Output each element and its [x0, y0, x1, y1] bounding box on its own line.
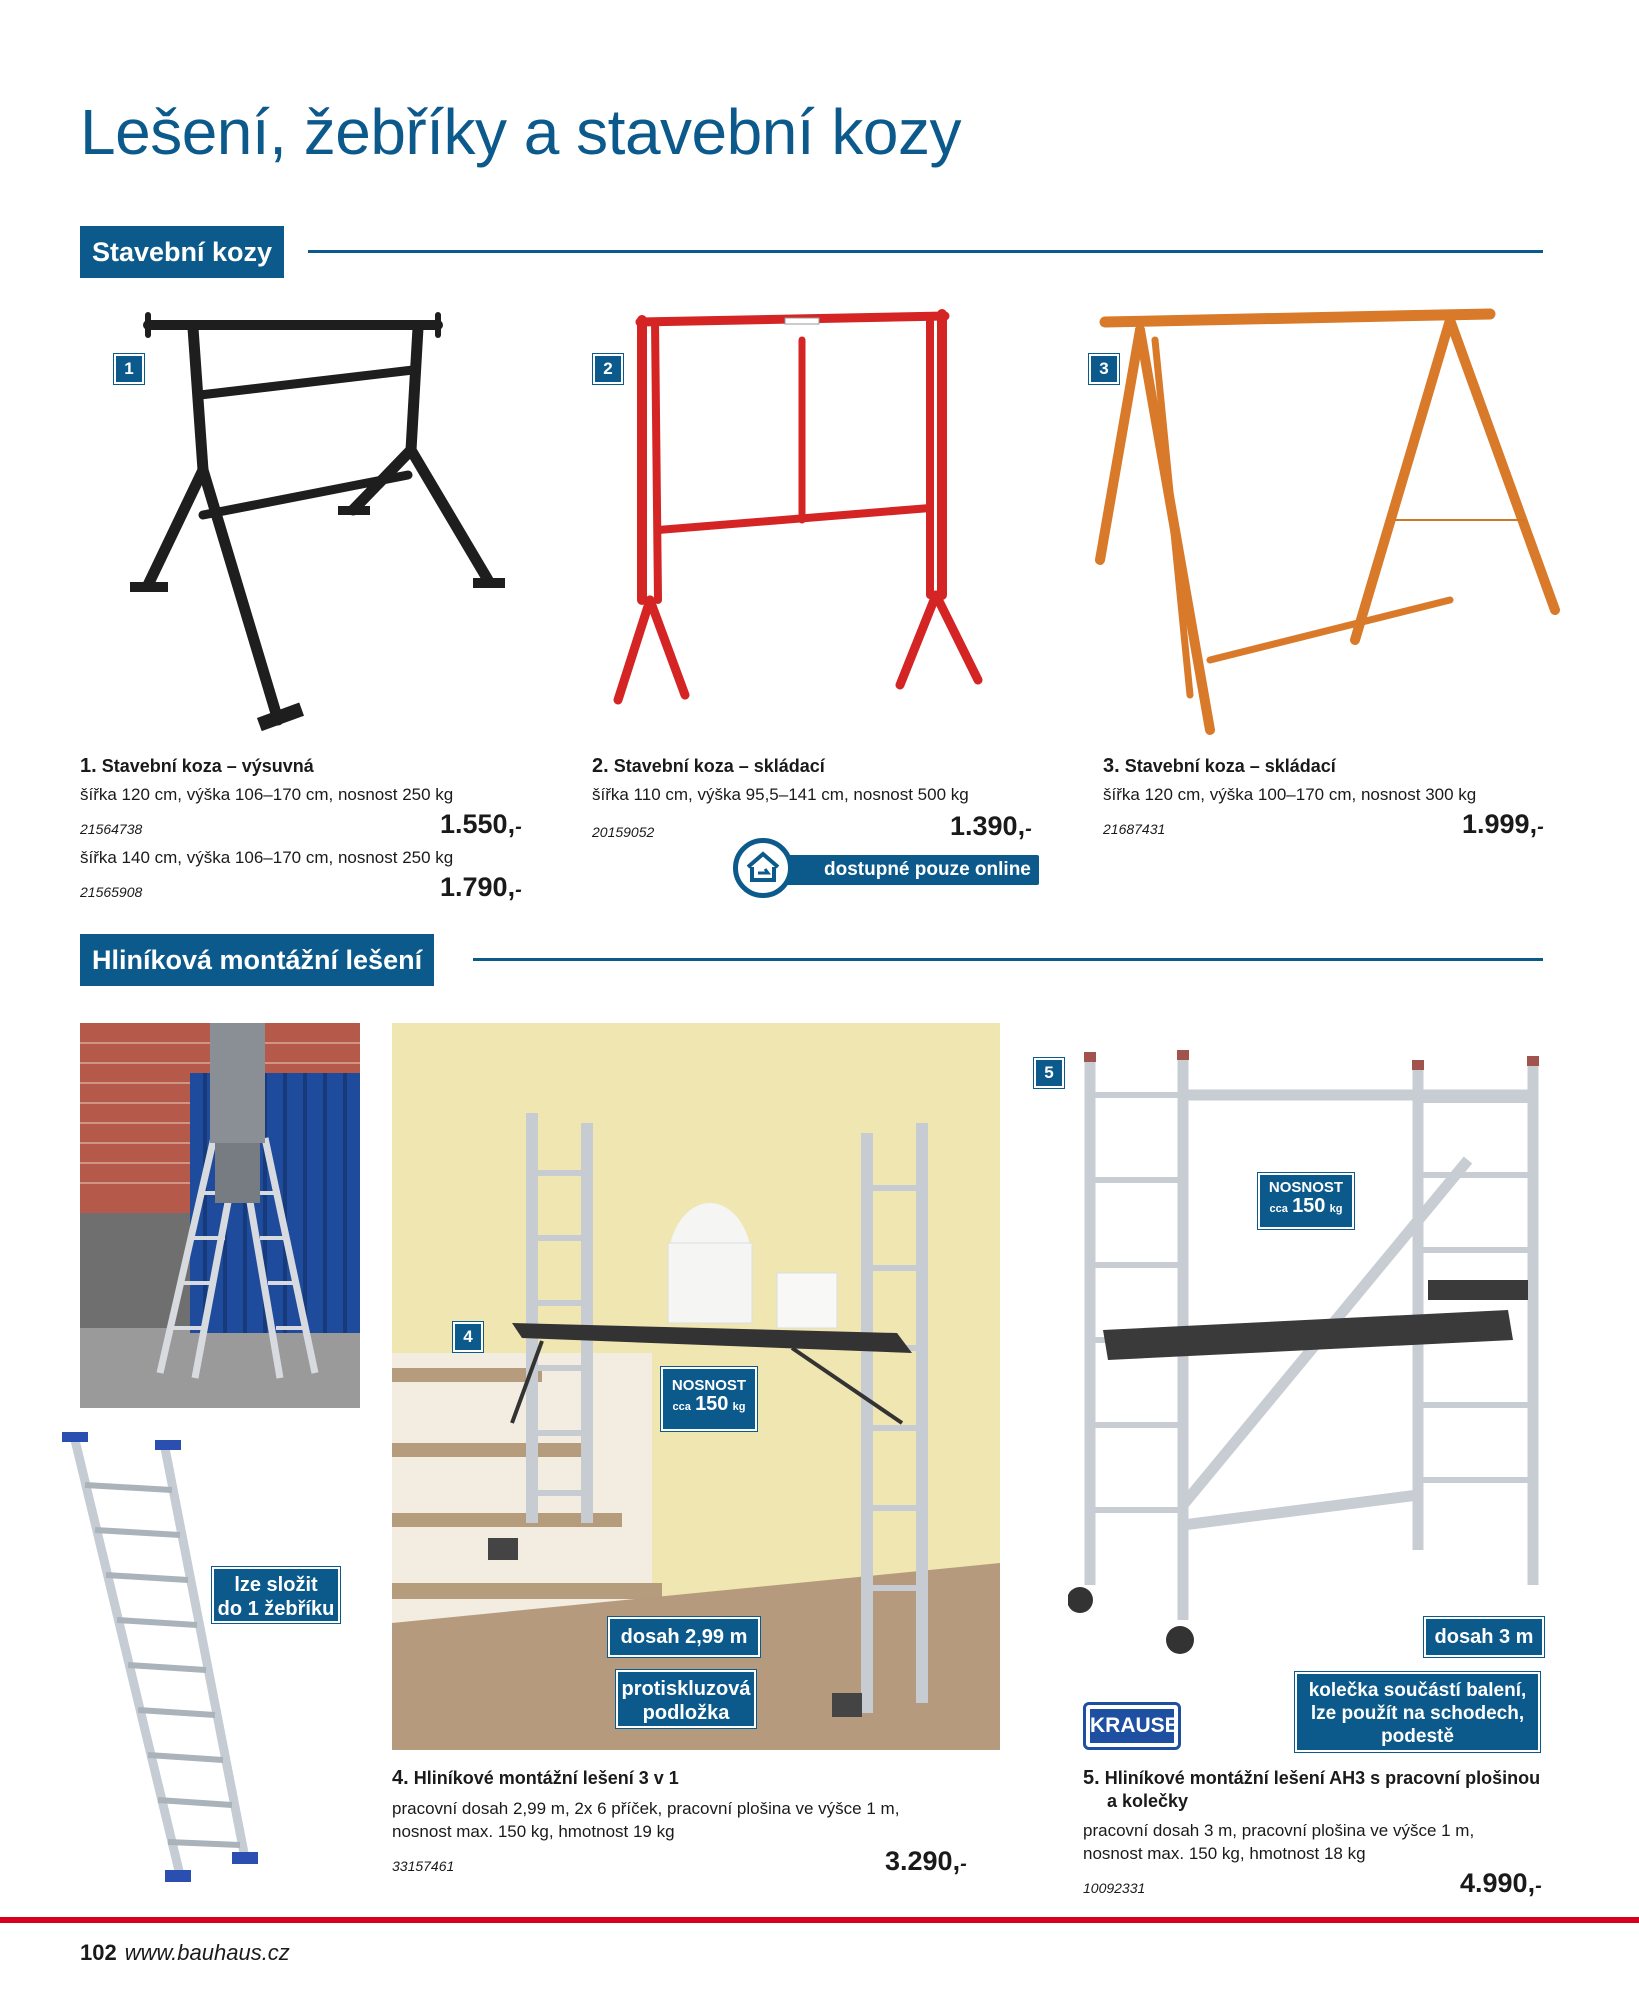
product-3-title: Stavební koza – skládací — [1124, 756, 1336, 776]
section-divider — [308, 250, 1543, 253]
price-suffix: - — [1535, 1875, 1542, 1897]
price-suffix: - — [1025, 818, 1032, 840]
product-1-variant-1-price — [440, 809, 522, 840]
price-suffix: - — [515, 879, 522, 901]
product-2-desc: šířka 110 cm, výška 95,5–141 cm, nosnost 500 kg — [592, 785, 969, 804]
page-number: 102 — [80, 1940, 117, 1965]
tag-title: NOSNOST — [671, 1377, 747, 1394]
folded-ladder-image — [60, 1430, 260, 1895]
tag-line: podložka — [642, 1702, 730, 1724]
tag-prefix: cca — [1269, 1203, 1288, 1215]
tag-title: NOSNOST — [1268, 1179, 1344, 1196]
price-value: 1.999, — [1462, 809, 1538, 839]
product-1-image — [108, 300, 528, 745]
scaffold-usage-photo — [80, 1023, 360, 1408]
product-1-title: Stavební koza – výsuvná — [101, 756, 314, 776]
price-value: 1.550, — [440, 809, 516, 839]
footer-rule — [0, 1917, 1639, 1923]
price-suffix: - — [1537, 816, 1544, 838]
product-5-title-2: a kolečky — [1107, 1791, 1189, 1811]
product-2-name — [592, 755, 825, 778]
product-1-variant-1-desc: šířka 120 cm, výška 106–170 cm, nosnost 250 kg — [80, 785, 454, 804]
product-1-variant-2-desc: šířka 140 cm, výška 106–170 cm, nosnost 250 kg — [80, 848, 454, 867]
brand-name: KRAUSE — [1090, 1709, 1174, 1743]
product-5-number: 5. — [1083, 1767, 1100, 1789]
price-value: 1.790, — [440, 872, 516, 902]
product-4-desc-2: nosnost max. 150 kg, hmotnost 19 kg — [392, 1822, 675, 1841]
product-4-price — [885, 1846, 967, 1877]
price-value: 1.390, — [950, 811, 1026, 841]
price-suffix: - — [515, 816, 522, 838]
tag-unit: kg — [732, 1401, 746, 1413]
tag-line: podestě — [1381, 1726, 1454, 1747]
load-capacity-tag-4 — [661, 1367, 757, 1431]
footer — [80, 1940, 290, 1966]
product-3-price — [1462, 809, 1544, 840]
product-4-name — [392, 1767, 679, 1790]
product-4-desc-1: pracovní dosah 2,99 m, 2x 6 příček, pracovní plošina ve výšce 1 m, — [392, 1799, 900, 1818]
product-4-code: 33157461 — [392, 1858, 455, 1874]
online-shop-icon — [733, 838, 793, 898]
section-divider — [473, 958, 1543, 961]
product-badge-3: 3 — [1089, 354, 1119, 384]
website-link[interactable]: www.bauhaus.cz — [124, 1940, 290, 1965]
product-1-variant-2-code: 21565908 — [80, 884, 143, 900]
product-5-name — [1083, 1767, 1540, 1790]
tag-value: 150 — [1292, 1195, 1326, 1217]
product-badge-4: 4 — [453, 1322, 483, 1352]
reach-tag-4: dosah 2,99 m — [608, 1617, 760, 1657]
product-3-number: 3. — [1103, 755, 1120, 777]
product-4-number: 4. — [392, 1767, 409, 1789]
tag-prefix: cca — [672, 1401, 691, 1413]
product-5-desc-1: pracovní dosah 3 m, pracovní plošina ve výšce 1 m, — [1083, 1821, 1475, 1840]
product-3-code: 21687431 — [1103, 821, 1166, 837]
tag-unit: kg — [1329, 1203, 1343, 1215]
product-badge-1: 1 — [114, 354, 144, 384]
section-heading-scaffolds: Hliníková montážní lešení — [80, 934, 434, 986]
product-5-image — [1068, 1040, 1548, 1675]
product-1-number: 1. — [80, 755, 97, 777]
product-5-code: 10092331 — [1083, 1880, 1146, 1896]
tag-line: protiskluzová — [621, 1678, 751, 1700]
price-value: 3.290, — [885, 1846, 961, 1876]
online-only-label: dostupné pouze online — [760, 855, 1039, 885]
product-5-desc-2: nosnost max. 150 kg, hmotnost 18 kg — [1083, 1844, 1366, 1863]
product-1-name — [80, 755, 314, 778]
load-capacity-tag-5 — [1258, 1173, 1354, 1229]
krause-logo — [1083, 1702, 1181, 1750]
product-2-image — [600, 300, 1000, 725]
product-4-title: Hliníkové montážní lešení 3 v 1 — [413, 1768, 679, 1788]
price-value: 4.990, — [1460, 1868, 1536, 1898]
product-3-desc: šířka 120 cm, výška 100–170 cm, nosnost 300 kg — [1103, 785, 1477, 804]
section-heading-trestles: Stavební kozy — [80, 226, 284, 278]
product-badge-2: 2 — [593, 354, 623, 384]
tag-line: kolečka součástí balení, — [1308, 1680, 1527, 1701]
antislip-tag — [616, 1670, 756, 1728]
product-3-name — [1103, 755, 1336, 778]
product-1-variant-1-code: 21564738 — [80, 821, 143, 837]
product-3-image — [1095, 300, 1565, 745]
tag-line: lze použít na schodech, — [1310, 1703, 1525, 1724]
tag-line: do 1 žebříku — [217, 1598, 335, 1620]
product-2-title: Stavební koza – skládací — [613, 756, 825, 776]
product-1-variant-2-price — [440, 872, 522, 903]
product-2-price — [950, 811, 1032, 842]
price-suffix: - — [960, 1853, 967, 1875]
wheels-tag — [1295, 1672, 1540, 1752]
page-title: Lešení, žebříky a stavební kozy — [80, 96, 961, 168]
product-2-code: 20159052 — [592, 824, 655, 840]
product-5-title-1: Hliníkové montážní lešení AH3 s pracovní plošinou — [1104, 1768, 1541, 1788]
product-badge-5: 5 — [1034, 1058, 1064, 1088]
reach-tag-5: dosah 3 m — [1424, 1617, 1544, 1657]
fold-ladder-tag — [212, 1567, 340, 1623]
product-5-price — [1460, 1868, 1542, 1899]
tag-value: 150 — [695, 1393, 729, 1415]
tag-line: lze složit — [234, 1574, 318, 1596]
product-2-number: 2. — [592, 755, 609, 777]
